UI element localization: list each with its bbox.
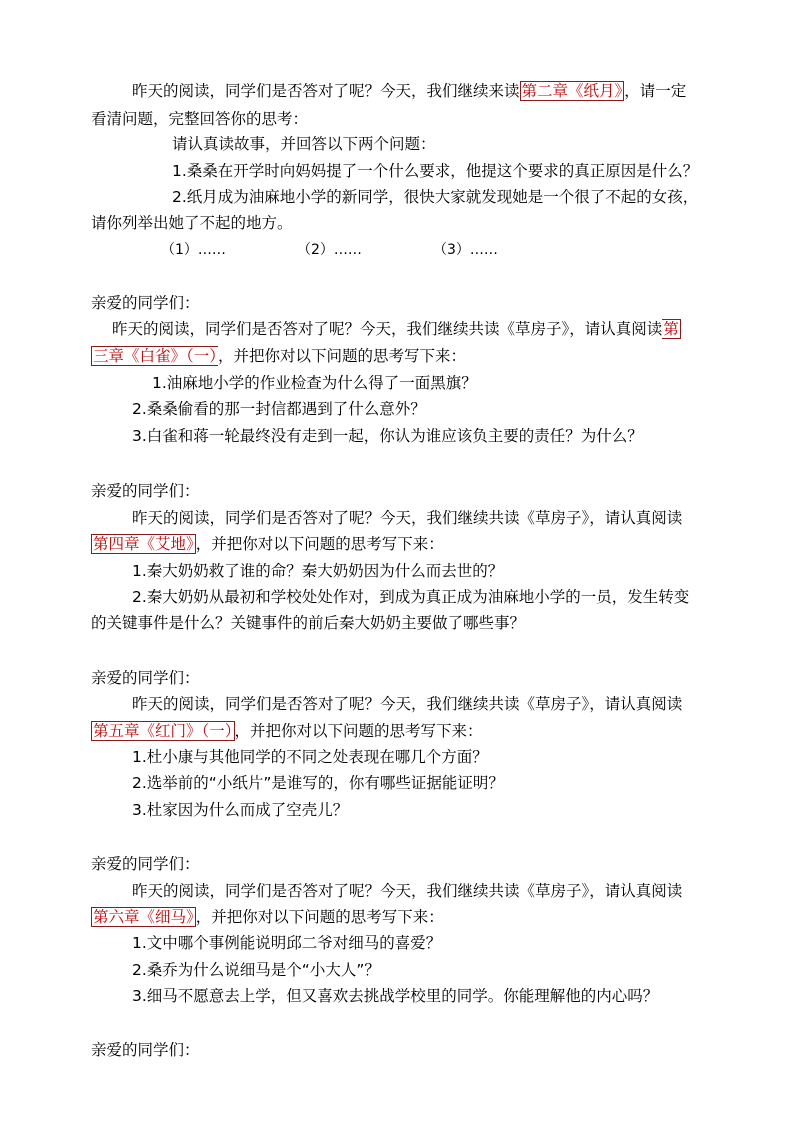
s4-paragraph-line1: 昨天的阅读，同学们是否答对了呢？今天，我们继续共读《草房子》，请认真阅读 [132,695,683,713]
s4-paragraph-line2 [91,720,483,742]
s2-question-1: 1.油麻地小学的作业检查为什么得了一面黑旗？ [152,374,477,392]
s5-paragraph-line1: 昨天的阅读，同学们是否答对了呢？今天，我们继续共读《草房子》，请认真阅读 [132,882,683,900]
s1-chapter-highlight: 第二章《纸月》 [521,82,623,100]
s4-intro-tail: ，并把你对以下问题的思考写下来： [234,722,483,740]
s2-chapter-highlight-start: 第 [663,320,679,338]
s6-greeting: 亲爱的同学们： [91,1041,200,1059]
s1-question-2-line1: 2.纸月成为油麻地小学的新同学，很快大家就发现她是一个很了不起的女孩， [172,188,699,206]
s2-chapter-highlight: 三章《白雀》（一） [93,347,218,365]
s3-paragraph-line1: 昨天的阅读，同学们是否答对了呢？今天，我们继续共读《草房子》，请认真阅读 [132,509,683,527]
s3-chapter-highlight: 第四章《艾地》 [93,535,194,553]
s1-question-1: 1.桑桑在开学时向妈妈提了一个什么要求，他提这个要求的真正原因是什么？ [172,162,699,180]
s1-option-2: （2）…… [297,242,362,258]
s5-intro-tail: ，并把你对以下问题的思考写下来： [195,908,444,926]
s4-question-1: 1.杜小康与其他同学的不同之处表现在哪几个方面？ [132,748,488,766]
s1-intro-text: 昨天的阅读，同学们是否答对了呢？今天，我们继续来读 [132,82,520,100]
s3-question-2-line1: 2.秦大奶奶从最初和学校处处作对，到成为真正成为油麻地小学的一员，发生转变 [132,588,690,606]
s3-question-1: 1.秦大奶奶救了谁的命？秦大奶奶因为什么而去世的？ [132,562,504,580]
s2-greeting: 亲爱的同学们： [91,294,200,312]
s5-paragraph-line2 [91,906,444,928]
s2-paragraph-line1 [112,318,681,340]
s5-question-2: 2.桑乔为什么说细马是个“小大人”？ [132,961,380,979]
s2-intro-tail: ，并把你对以下问题的思考写下来： [218,347,467,365]
s5-question-1: 1.文中哪个事例能说明邱二爷对细马的喜爱？ [132,934,442,952]
s3-greeting: 亲爱的同学们： [91,482,200,500]
s4-greeting: 亲爱的同学们： [91,669,200,687]
s1-paragraph-line1 [132,80,686,102]
s4-question-3: 3.杜家因为什么而成了空壳儿？ [132,801,349,819]
s2-paragraph-line2 [91,345,466,367]
s2-question-2: 2.桑桑偷看的那一封信都遇到了什么意外？ [132,400,426,418]
s3-question-2-line2: 的关键事件是什么？关键事件的前后秦大奶奶主要做了哪些事？ [91,614,526,632]
s3-paragraph-line2 [91,533,444,555]
s4-chapter-highlight: 第五章《红门》（一） [93,722,233,740]
s2-intro-text: 昨天的阅读，同学们是否答对了呢？今天，我们继续共读《草房子》，请认真阅读 [112,320,663,338]
s5-chapter-highlight: 第六章《细马》 [93,908,194,926]
s1-option-1: （1）…… [161,242,226,258]
s1-paragraph-line2: 看清问题，完整回答你的思考： [91,110,309,128]
s3-intro-tail: ，并把你对以下问题的思考写下来： [195,535,444,553]
s4-question-2: 2.选举前的“小纸片”是谁写的，你有哪些证据能证明？ [132,774,504,792]
s1-intro-tail: ，请一定 [624,82,687,100]
s1-instruction: 请认真读故事，并回答以下两个问题： [172,135,436,153]
s5-question-3: 3.细马不愿意去上学，但又喜欢去挑战学校里的同学。你能理解他的内心吗？ [132,987,659,1005]
s2-question-3: 3.白雀和蒋一轮最终没有走到一起，你认为谁应该负主要的责任？为什么？ [132,427,643,445]
s1-question-2-line2: 请你列举出她了不起的地方。 [91,214,293,232]
s5-greeting: 亲爱的同学们： [91,855,200,873]
s1-option-3: （3）…… [433,242,498,258]
